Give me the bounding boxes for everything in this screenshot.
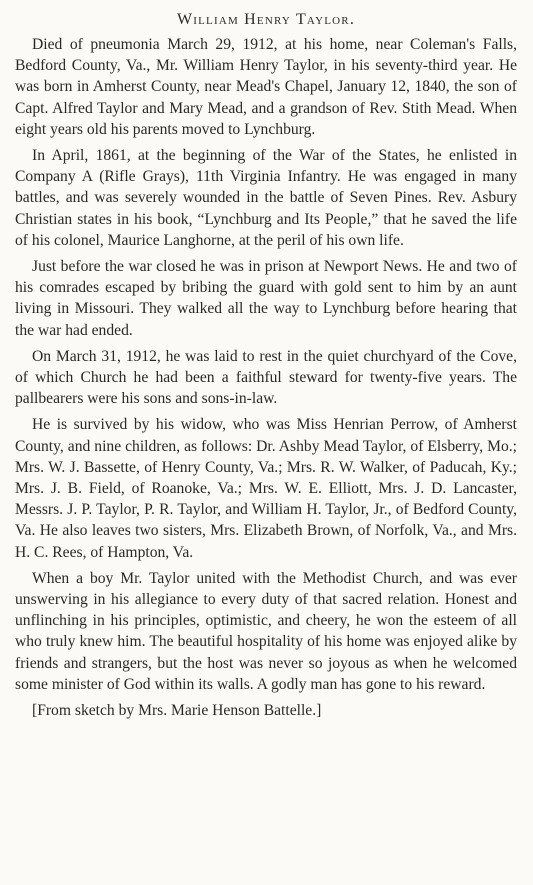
source-attribution: [From sketch by Mrs. Marie Henson Battelle.]: [32, 702, 322, 720]
paragraph-death-and-birth: Died of pneumonia March 29, 1912, at his home, near Coleman's Falls, Bedford County, Va., Mr. William Henry Taylor, in his seventy-third year. He was born in Amherst County, near Mead's Chapel, January 12, 1840, the son of Capt. Alfred Taylor and Mary Mead, and a grandson of Rev. Stith Mead. When eight years old his parents moved to Lynchburg.: [15, 36, 517, 138]
paragraph-war-service: In April, 1861, at the beginning of the War of the States, he enlisted in Company A (Rifle Grays), 11th Virginia Infantry. He was engaged in many battles, and was severely wounded in the battle of Seven Pines. Rev. Asbury Christian states in his book, “Lynchburg and Its People,” that he saved the life of his colonel, Maurice Langhorne, at the peril of his own life.: [15, 147, 517, 249]
paragraph-prison-escape: Just before the war closed he was in prison at Newport News. He and two of his comrades escaped by bribing the guard with gold sent to him by an aunt living in Missouri. They walked all the way to Lynchburg before hearing that the war had ended.: [15, 258, 517, 339]
paragraph-character: When a boy Mr. Taylor united with the Methodist Church, and was ever unswerving in his allegiance to every duty of that sacred relation. Honest and unflinching in his principles, optimistic, and cheery, he won the esteem of all who truly knew him. The beautiful hospitality of his home was enjoyed alike by friends and strangers, but the host was never so joyous as when he welcomed some minister of God within its walls. A godly man has gone to his reward.: [15, 569, 517, 693]
paragraph-survivors: He is survived by his widow, who was Miss Henrian Perrow, of Amherst County, and nine children, as follows: Dr. Ashby Mead Taylor, of Elsberry, Mo.; Mrs. W. J. Bassette, of Henry County, Va.; Mrs. R. W. Walker, of Paducah, Ky.; Mrs. J. B. Field, of Roanoke, Va.; Mrs. W. E. Elliott, Mrs. J. D. Lancaster, Messrs. J. P. Taylor, P. R. Taylor, and William H. Taylor, Jr., of Bedford County, Va. He also leaves two sisters, Mrs. Elizabeth Brown, of Norfolk, Va., and Mrs. H. C. Rees, of Hampton, Va.: [15, 416, 517, 561]
obituary-title: William Henry Taylor.: [176, 11, 356, 28]
paragraph-burial: On March 31, 1912, he was laid to rest in the quiet churchyard of the Cove, of which Church he had been a faithful steward for twenty-five years. The pallbearers were his sons and sons-in-law.: [15, 347, 517, 408]
